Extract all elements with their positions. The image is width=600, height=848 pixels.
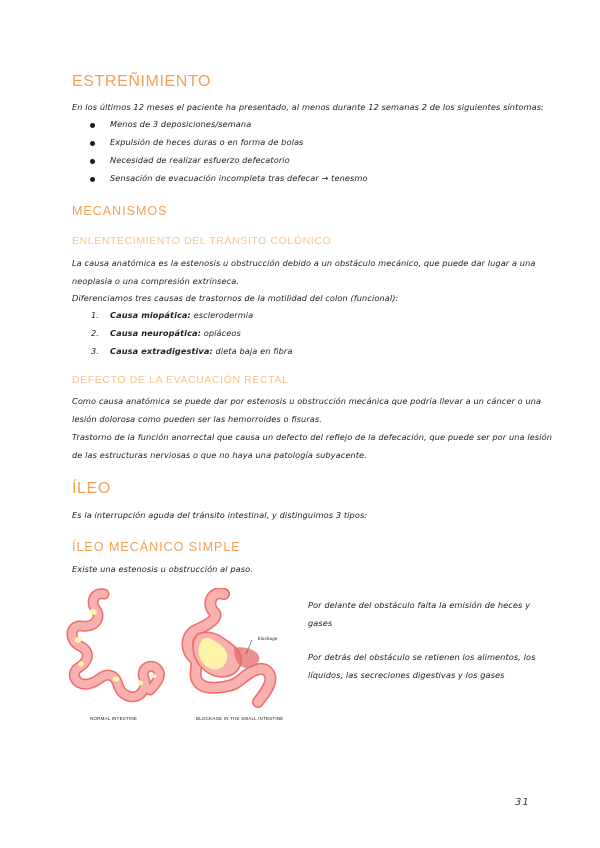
bullet-icon <box>90 177 95 182</box>
section-title-ileo: ÍLEO <box>72 480 111 497</box>
ileo-mecanico-intro: Existe una estenosis u obstrucción al paso. <box>72 564 253 574</box>
symptom-item: Expulsión de heces duras o en forma de bolas <box>110 137 304 147</box>
page-number: 31 <box>515 797 530 808</box>
subsection-title-enlentecimiento: ENLENTECIMIENTO DEL TRÁNSITO COLÓNICO <box>72 235 332 247</box>
bullet-icon <box>90 141 95 146</box>
section-title-estrenimiento: ESTREÑIMIENTO <box>72 73 212 90</box>
cause-number: 2. <box>91 328 99 338</box>
cause-text: opiáceos <box>203 328 241 338</box>
cause-number: 1. <box>91 310 99 320</box>
defecto-line: de las estructuras nerviosas o que no haya una patología subyacente. <box>72 450 367 460</box>
bullet-icon <box>90 159 95 164</box>
ileo-note: Por detrás del obstáculo se retienen los alimentos, los <box>308 652 536 662</box>
ileo-note: líquidos, las secreciones digestivas y los gases <box>308 670 505 680</box>
section-title-mecanismos: MECANISMOS <box>72 204 168 218</box>
cause-label: Causa neuropática: <box>110 328 202 338</box>
defecto-line: lesión dolorosa como pueden ser las hemorroides o fisuras. <box>72 414 322 424</box>
ileo-note: gases <box>308 618 333 628</box>
intestine-illustration <box>66 588 298 710</box>
cause-item <box>110 310 253 320</box>
blockage-label: blockage <box>258 636 278 641</box>
enlentecimiento-line: neoplasia o una compresión extrínseca. <box>72 276 240 286</box>
estrenimiento-intro: En los últimos 12 meses el paciente ha presentado, al menos durante 12 semanas 2 de los siguientes síntomas: <box>72 102 544 112</box>
subsection-title-defecto: DEFECTO DE LA EVACUACIÓN RECTAL <box>72 374 289 386</box>
blocked-intestine-drawing <box>188 593 271 702</box>
ileo-intro: Es la interrupción aguda del tránsito intestinal, y distinguimos 3 tipos: <box>72 510 368 520</box>
subsection-title-ileo-mecanico: ÍLEO MECÁNICO SIMPLE <box>72 540 241 554</box>
figure-caption-normal: NORMAL INTESTINE <box>90 716 138 721</box>
enlentecimiento-line: Diferenciamos tres causas de trastornos de la motilidad del colon (funcional): <box>72 293 399 303</box>
enlentecimiento-line: La causa anatómica es la estenosis u obstrucción debido a un obstáculo mecánico, que puede dar lugar a una <box>72 258 536 268</box>
figure-caption-blockage: BLOCKAGE IN THE SMALL INTESTINE <box>196 716 284 721</box>
cause-label: Causa miopática: <box>110 310 191 320</box>
defecto-line: Como causa anatómica se puede dar por estenosis u obstrucción mecánica que podría llevar a un cáncer o una <box>72 396 542 406</box>
cause-item <box>110 328 241 338</box>
symptom-item: Sensación de evacuación incompleta tras defecar → tenesmo <box>110 173 368 183</box>
bullet-icon <box>90 123 95 128</box>
ileo-note: Por delante del obstáculo falta la emisión de heces y <box>308 600 531 610</box>
cause-item <box>110 346 292 356</box>
normal-intestine-drawing <box>72 594 159 697</box>
symptom-item: Menos de 3 deposiciones/semana <box>110 119 252 129</box>
cause-number: 3. <box>91 346 99 356</box>
cause-text: dieta baja en fibra <box>215 346 293 356</box>
cause-text: esclerodermia <box>193 310 254 320</box>
symptom-item: Necesidad de realizar esfuerzo defecatorio <box>110 155 290 165</box>
cause-label: Causa extradigestiva: <box>110 346 213 356</box>
defecto-line: Trastorno de la función anorrectal que causa un defecto del reflejo de la defecación, que puede ser por una lesión <box>72 432 553 442</box>
